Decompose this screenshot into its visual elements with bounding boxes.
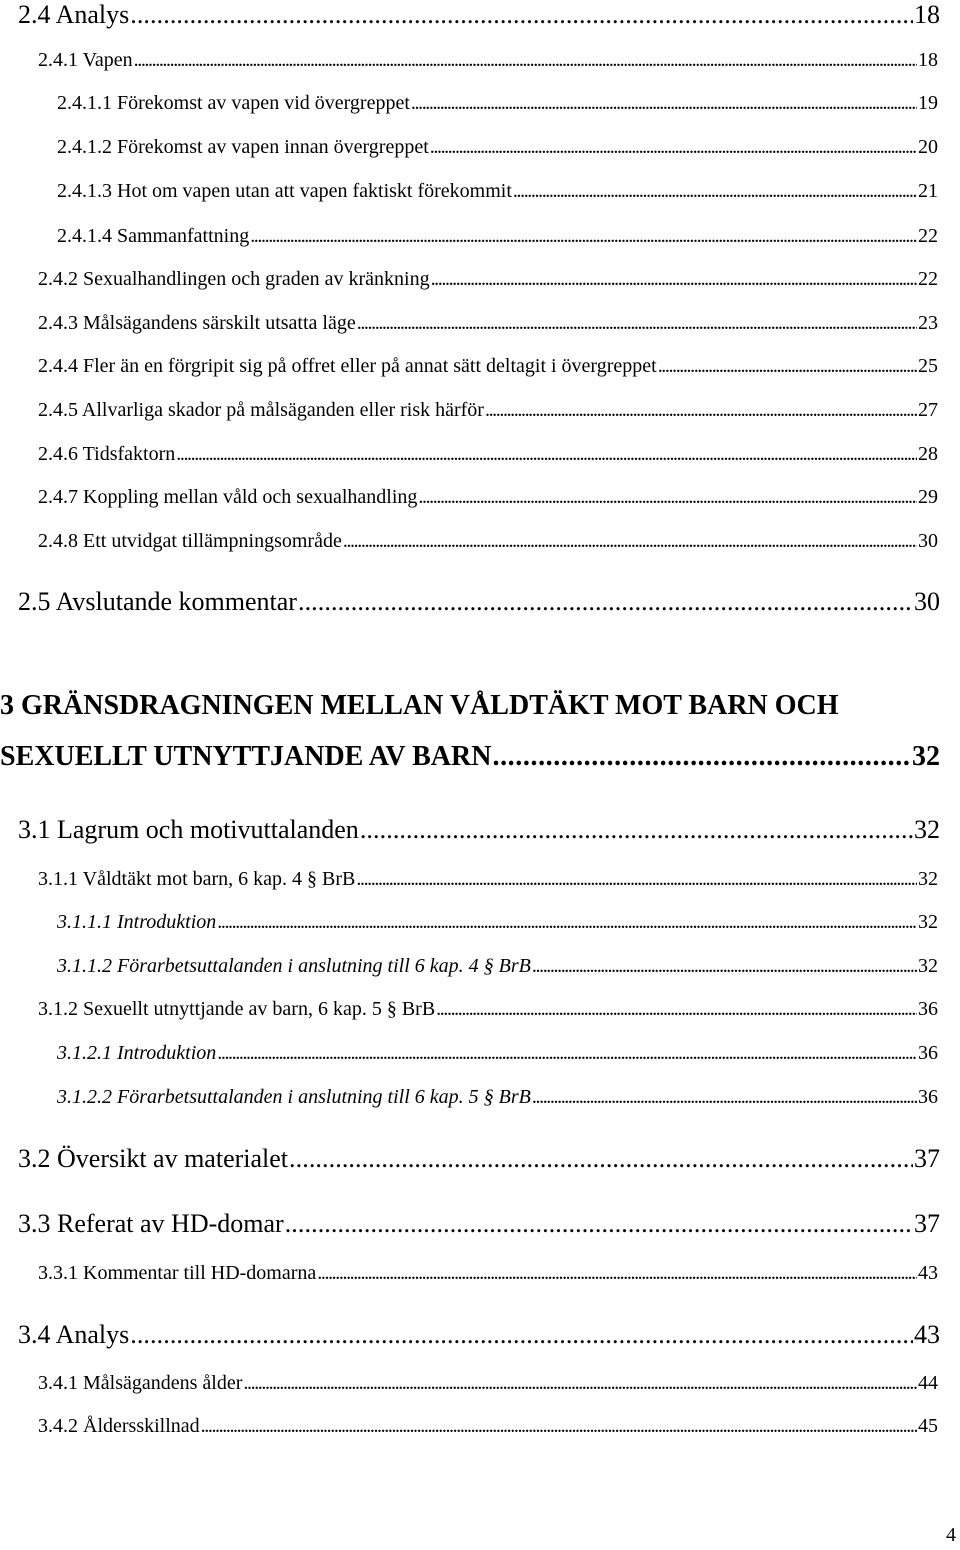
- toc-entry-page: 20: [918, 136, 938, 158]
- toc-leader-dots: [250, 225, 917, 248]
- toc-entry-page: 45: [918, 1415, 938, 1437]
- toc-entry[interactable]: [0, 1262, 960, 1285]
- toc-entry-page: 32: [914, 815, 940, 844]
- toc-leader-dots: [356, 868, 917, 891]
- toc-leader-dots: [436, 998, 917, 1021]
- toc-entry-page: 36: [918, 998, 938, 1020]
- toc-entry-title: 3.3.1 Kommentar till HD-domarna: [38, 1262, 317, 1284]
- toc-entry-title: 3.4.2 Åldersskillnad: [38, 1415, 200, 1437]
- toc-leader-dots: [532, 1086, 917, 1109]
- toc-leader-dots: [430, 136, 917, 159]
- toc-entry-title: 2.4.1.3 Hot om vapen utan att vapen faktiskt förekommit: [57, 180, 512, 202]
- toc-entry[interactable]: [0, 1320, 960, 1350]
- toc-leader-dots: [289, 1144, 913, 1174]
- toc-entry-title: 3.1.1 Våldtäkt mot barn, 6 kap. 4 § BrB: [38, 868, 356, 890]
- toc-entry-page: 37: [914, 1144, 940, 1173]
- toc-entry[interactable]: [0, 443, 960, 466]
- toc-leader-dots: [217, 911, 917, 934]
- toc-entry-page: 23: [918, 312, 938, 334]
- toc-entry[interactable]: [0, 587, 960, 617]
- toc-leader-dots: [485, 399, 917, 422]
- toc-entry-page: 21: [918, 180, 938, 202]
- toc-entry-page: 44: [918, 1372, 938, 1394]
- toc-entry-title: 3.1.2 Sexuellt utnyttjande av barn, 6 kap. 5 § BrB: [38, 998, 436, 1020]
- toc-entry-page: 32: [918, 911, 938, 933]
- toc-entry[interactable]: [0, 0, 960, 30]
- toc-leader-dots: [317, 1262, 917, 1285]
- toc-entry-title: 3.1.1.1 Introduktion: [57, 911, 217, 933]
- toc-entry-page: 43: [918, 1262, 938, 1284]
- toc-entry[interactable]: [0, 49, 960, 72]
- toc-entry-page: 36: [918, 1042, 938, 1064]
- toc-entry[interactable]: [0, 1144, 960, 1174]
- toc-leader-dots: [360, 815, 913, 845]
- page-number: 4: [946, 1524, 956, 1546]
- toc-entry[interactable]: [0, 815, 960, 845]
- toc-entry-page: 37: [914, 1209, 940, 1238]
- toc-leader-dots: [176, 443, 917, 466]
- toc-leader-dots: [343, 530, 917, 553]
- toc-entry-title: 2.4.8 Ett utvidgat tillämpningsområde: [38, 530, 342, 552]
- toc-entry-page: 43: [914, 1320, 940, 1349]
- toc-entry-page: 19: [918, 92, 938, 114]
- toc-entry-page: 27: [918, 399, 938, 421]
- toc-entry-title: 3.1.1.2 Förarbetsuttalanden i anslutning till 6 kap. 4 § BrB: [57, 955, 531, 977]
- toc-entry-page: 22: [918, 268, 938, 290]
- toc-entry-page: 36: [918, 1086, 938, 1108]
- toc-entry-page: 22: [918, 225, 938, 247]
- toc-leader-dots: [658, 355, 917, 378]
- toc-leader-dots: [130, 0, 913, 30]
- toc-entry-title: 3.1 Lagrum och motivuttalanden: [18, 815, 359, 844]
- toc-entry-title: 2.4.3 Målsägandens särskilt utsatta läge: [38, 312, 356, 334]
- toc-entry-title: 3.4.1 Målsägandens ålder: [38, 1372, 243, 1394]
- toc-entry[interactable]: [0, 1415, 960, 1438]
- toc-entry-title: 2.4.6 Tidsfaktorn: [38, 443, 176, 465]
- toc-entry-page: 32: [918, 868, 938, 890]
- toc-entry[interactable]: [0, 1209, 960, 1239]
- toc-entry[interactable]: [0, 180, 960, 203]
- toc-leader-dots: [532, 955, 917, 978]
- toc-entry-title: 2.4.2 Sexualhandlingen och graden av kränkning: [38, 268, 430, 290]
- toc-entry-title: 3.2 Översikt av materialet: [18, 1144, 289, 1173]
- toc-entry-page: 25: [918, 355, 938, 377]
- toc-entry-title: 3.1.2.1 Introduktion: [57, 1042, 217, 1064]
- toc-entry-page: 32: [918, 955, 938, 977]
- toc-entry[interactable]: [0, 998, 960, 1021]
- toc-leader-dots: [357, 312, 917, 335]
- toc-entry[interactable]: [0, 486, 960, 509]
- toc-entry-title: 2.5 Avslutande kommentar: [18, 587, 297, 616]
- toc-leader-dots: [431, 268, 917, 291]
- toc-entry[interactable]: [0, 955, 960, 978]
- toc-entry-title: 2.4.1.2 Förekomst av vapen innan övergreppet: [57, 136, 429, 158]
- toc-entry-title: 3.3 Referat av HD-domar: [18, 1209, 284, 1238]
- toc-entry[interactable]: [0, 355, 960, 378]
- toc-entry-page: 30: [918, 530, 938, 552]
- toc-entry[interactable]: [0, 312, 960, 335]
- toc-entry[interactable]: [0, 911, 960, 934]
- toc-entry[interactable]: [0, 868, 960, 891]
- toc-entry[interactable]: [0, 1042, 960, 1065]
- toc-leader-dots: [217, 1042, 917, 1065]
- toc-leader-dots: [411, 92, 917, 115]
- toc-entry-title: 2.4 Analys: [18, 0, 130, 29]
- toc-entry-title: 2.4.5 Allvarliga skador på målsäganden eller risk härför: [38, 399, 484, 421]
- toc-entry[interactable]: [0, 225, 960, 248]
- toc-entry-title: 2.4.1.4 Sammanfattning: [57, 225, 250, 247]
- toc-entry-page: 18: [914, 0, 940, 29]
- toc-entry-title: 2.4.1.1 Förekomst av vapen vid övergreppet: [57, 92, 410, 114]
- toc-entry-page: 30: [914, 587, 940, 616]
- chapter-heading-line1: 3 GRÄNSDRAGNINGEN MELLAN VÅLDTÄKT MOT BARN OCH: [0, 690, 839, 721]
- toc-leader-dots: [201, 1415, 917, 1438]
- toc-entry[interactable]: [0, 530, 960, 553]
- toc-entry-page: 28: [918, 443, 938, 465]
- toc-leader-dots: [298, 587, 913, 617]
- toc-entry-page: 18: [918, 49, 938, 71]
- toc-leader-dots: [285, 1209, 913, 1239]
- toc-entry-page: 32: [912, 741, 940, 772]
- toc-leader-dots: [492, 741, 911, 773]
- toc-entry[interactable]: [0, 92, 960, 115]
- toc-leader-dots: [243, 1372, 917, 1395]
- toc-entry[interactable]: [0, 1372, 960, 1395]
- toc-leader-dots: [134, 49, 917, 72]
- toc-leader-dots: [513, 180, 917, 203]
- toc-entry-title: 2.4.4 Fler än en förgripit sig på offret eller på annat sätt deltagit i övergreppet: [38, 355, 657, 377]
- toc-entry[interactable]: [0, 399, 960, 422]
- toc-entry-title: SEXUELLT UTNYTTJANDE AV BARN: [0, 741, 492, 772]
- toc-entry[interactable]: [0, 1086, 960, 1109]
- toc-leader-dots: [418, 486, 917, 509]
- toc-entry-title: 3.4 Analys: [18, 1320, 130, 1349]
- toc-entry[interactable]: [0, 268, 960, 291]
- toc-entry[interactable]: [0, 741, 960, 773]
- toc-entry-title: 3.1.2.2 Förarbetsuttalanden i anslutning till 6 kap. 5 § BrB: [57, 1086, 531, 1108]
- toc-entry[interactable]: [0, 136, 960, 159]
- toc-leader-dots: [130, 1320, 913, 1350]
- toc-entry-title: 2.4.7 Koppling mellan våld och sexualhandling: [38, 486, 418, 508]
- toc-entry-title: 2.4.1 Vapen: [38, 49, 133, 71]
- toc-entry-page: 29: [918, 486, 938, 508]
